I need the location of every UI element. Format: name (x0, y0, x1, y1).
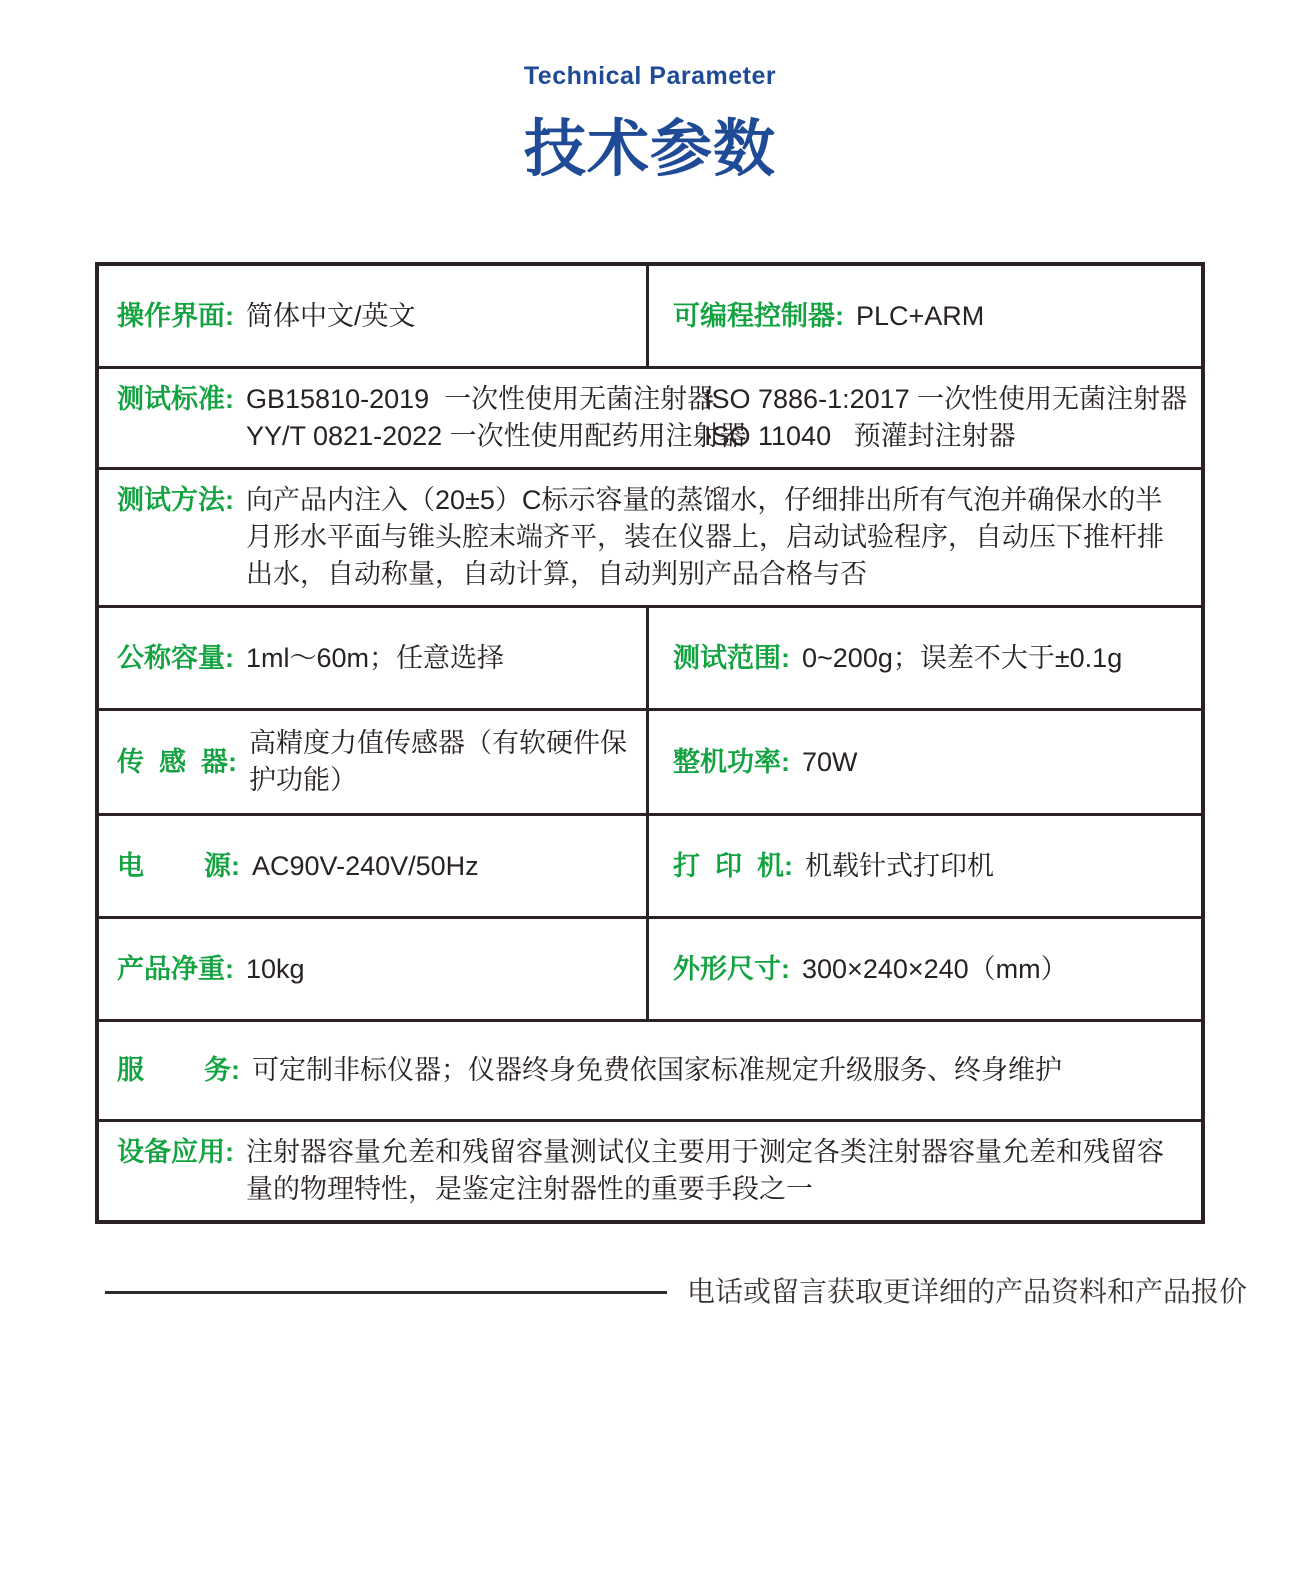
standard-line: YY/T 0821-2022 一次性使用配药用注射器 (246, 421, 747, 451)
standard-line: ISO 11040 预灌封注射器 (704, 421, 1016, 451)
spec-value: 0~200g；误差不大于±0.1g (802, 642, 1123, 673)
spec-value: 300×240×240（mm） (802, 953, 1068, 984)
table-row (99, 708, 1201, 813)
spec-value: 10kg (246, 953, 305, 984)
table-row (99, 366, 1201, 467)
spec-label: 电 源: (117, 850, 241, 881)
spec-cell (649, 608, 1201, 708)
standard-line: ISO 7886-1:2017 一次性使用无菌注射器 (704, 384, 1188, 414)
spec-value: 可定制非标仪器；仪器终身免费依国家标准规定升级服务、终身维护 (252, 1055, 1063, 1085)
page-title: 技术参数 (523, 115, 776, 184)
spec-cell (649, 816, 1201, 916)
spec-value: 注射器容量允差和残留容量测试仪主要用于测定各类注射器容量允差和残留容量的物理特性，是鉴定注射器性的重要手段之一 (246, 1137, 1164, 1204)
spec-cell (99, 816, 649, 916)
standards-col-iso (704, 381, 1187, 455)
spec-cell (99, 919, 649, 1019)
spec-label: 可编程控制器: (673, 300, 844, 331)
spec-cell (649, 712, 1201, 812)
spec-label: 打 印 机: (673, 850, 793, 881)
spec-label: 传 感 器: (117, 746, 237, 777)
spec-value: 向产品内注入（20±5）C标示容量的蒸馏水，仔细排出所有气泡并确保水的半月形水平面与锥头腔末端齐平，装在仪器上，启动试验程序，自动压下推杆排出水，自动称量，自动计算，自动判别产品合格与否 (246, 485, 1164, 589)
subtitle-en: Technical Parameter (523, 62, 777, 90)
spec-value: 1ml～60m；任意选择 (246, 642, 505, 673)
spec-cell (649, 266, 1201, 366)
spec-label: 整机功率: (673, 746, 790, 777)
footer (105, 1272, 1248, 1312)
table-row (99, 1019, 1201, 1119)
spec-value: PLC+ARM (856, 300, 985, 331)
spec-label: 测试方法: (117, 485, 234, 515)
table-row (99, 605, 1201, 708)
standards-col-domestic (246, 381, 747, 455)
spec-cell (99, 1122, 1201, 1220)
spec-cell (99, 711, 649, 813)
spec-value: AC90V-240V/50Hz (252, 850, 479, 881)
spec-label: 服 务: (117, 1055, 241, 1085)
spec-value: 70W (802, 746, 858, 777)
table-row (99, 813, 1201, 916)
spec-label: 测试范围: (673, 642, 790, 673)
table-row (99, 916, 1201, 1019)
spec-cell (99, 1040, 1201, 1101)
spec-cell (99, 470, 1201, 605)
spec-value: 简体中文/英文 (246, 300, 416, 331)
spec-cell (99, 608, 649, 708)
spec-label: 操作界面: (117, 300, 234, 331)
spec-value: 机载针式打印机 (805, 850, 994, 881)
footer-divider-line (105, 1291, 667, 1294)
spec-label: 产品净重: (117, 953, 234, 984)
spec-value: 高精度力值传感器（有软硬件保护功能） (249, 728, 627, 795)
spec-label: 设备应用: (117, 1137, 234, 1167)
spec-cell (649, 919, 1201, 1019)
spec-label: 外形尺寸: (673, 953, 790, 984)
spec-cell (99, 266, 649, 366)
spec-cell (99, 369, 1201, 467)
spec-table (95, 262, 1205, 1224)
spec-label: 公称容量: (117, 642, 234, 673)
standards-grid (246, 381, 1187, 455)
table-row (99, 266, 1201, 366)
page-header (0, 0, 1300, 188)
standard-line: GB15810-2019 一次性使用无菌注射器 (246, 384, 715, 414)
table-row (99, 467, 1201, 605)
spec-label: 测试标准: (117, 384, 234, 414)
footer-note: 电话或留言获取更详细的产品资料和产品报价 (687, 1276, 1248, 1307)
table-row (99, 1119, 1201, 1220)
